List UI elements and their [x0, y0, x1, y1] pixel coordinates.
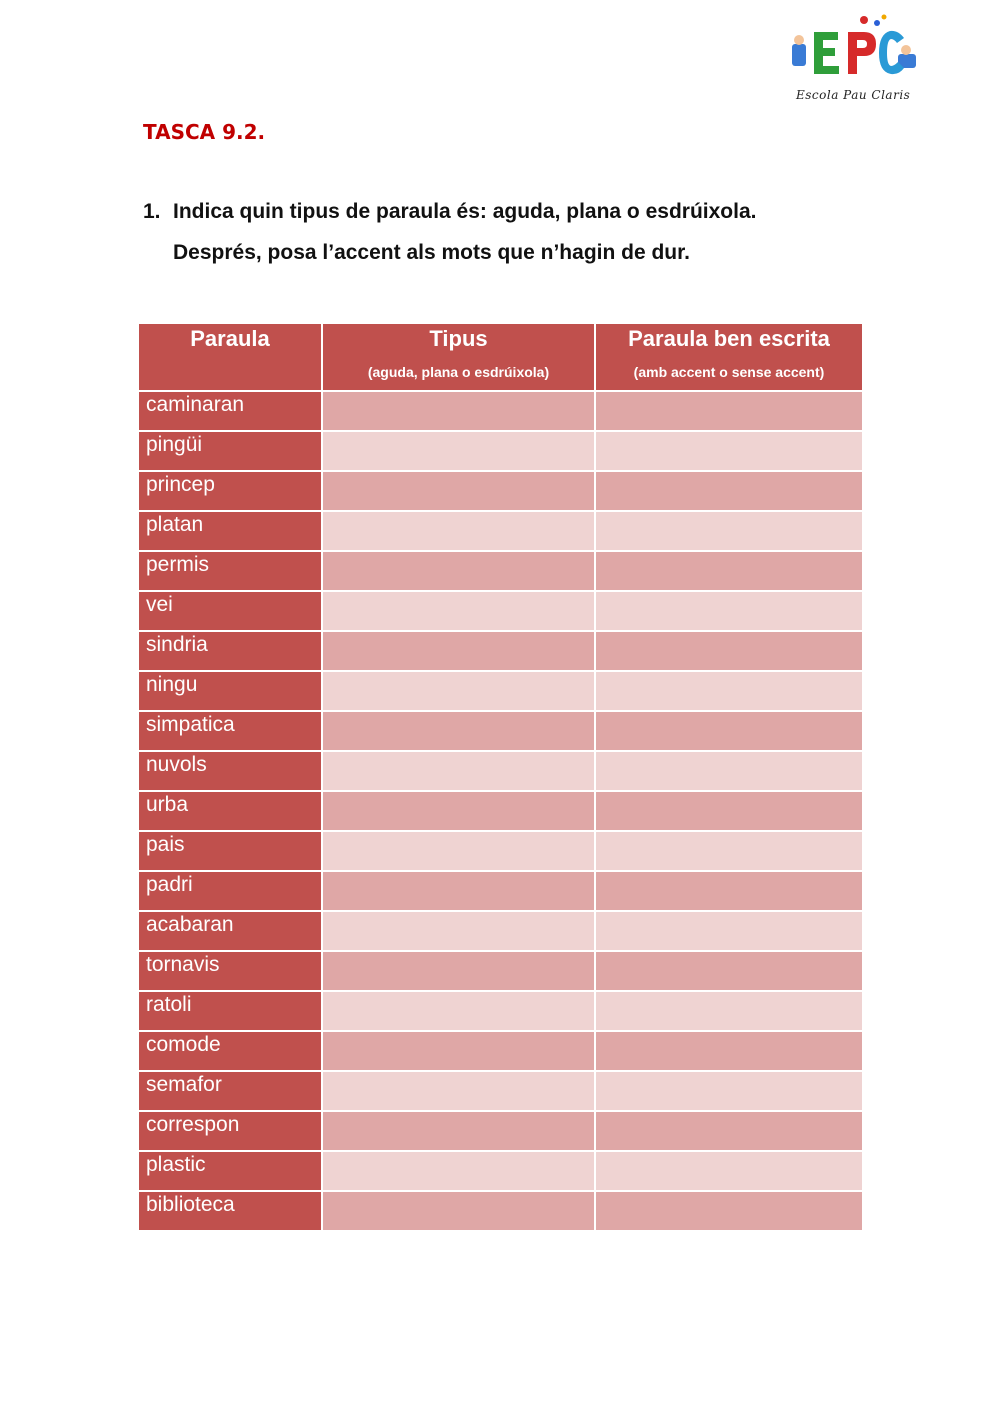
table-header-row — [138, 323, 863, 391]
header-tipus — [322, 323, 595, 391]
tipus-answer-cell[interactable] — [322, 1031, 595, 1071]
table-row — [138, 871, 863, 911]
word-cell: ningu — [138, 671, 322, 711]
instruction-line-2: Després, posa l’accent als mots que n’hagin de dur. — [173, 241, 690, 264]
header-tipus-note: (aguda, plana o esdrúixola) — [367, 364, 550, 380]
ben-escrita-answer-cell[interactable] — [595, 711, 863, 751]
header-tipus-label: Tipus — [429, 326, 488, 351]
ben-escrita-answer-cell[interactable] — [595, 671, 863, 711]
table-row — [138, 591, 863, 631]
ben-escrita-answer-cell[interactable] — [595, 391, 863, 431]
word-cell: ratoli — [138, 991, 322, 1031]
word-cell: semafor — [138, 1071, 322, 1111]
tipus-answer-cell[interactable] — [322, 631, 595, 671]
ben-escrita-answer-cell[interactable] — [595, 431, 863, 471]
tipus-answer-cell[interactable] — [322, 791, 595, 831]
table-row — [138, 1151, 863, 1191]
table-row — [138, 431, 863, 471]
tipus-answer-cell[interactable] — [322, 671, 595, 711]
table-row — [138, 391, 863, 431]
tipus-answer-cell[interactable] — [322, 1191, 595, 1231]
table-row — [138, 1071, 863, 1111]
table-row — [138, 671, 863, 711]
ben-escrita-answer-cell[interactable] — [595, 631, 863, 671]
word-table — [137, 322, 864, 1232]
tipus-answer-cell[interactable] — [322, 391, 595, 431]
word-cell: padri — [138, 871, 322, 911]
tipus-answer-cell[interactable] — [322, 511, 595, 551]
ben-escrita-answer-cell[interactable] — [595, 831, 863, 871]
ben-escrita-answer-cell[interactable] — [595, 791, 863, 831]
header-ben-escrita — [595, 323, 863, 391]
tipus-answer-cell[interactable] — [322, 591, 595, 631]
word-cell: permis — [138, 551, 322, 591]
table-row — [138, 471, 863, 511]
tipus-answer-cell[interactable] — [322, 1111, 595, 1151]
word-cell: comode — [138, 1031, 322, 1071]
word-cell: simpatica — [138, 711, 322, 751]
ben-escrita-answer-cell[interactable] — [595, 911, 863, 951]
word-cell: plastic — [138, 1151, 322, 1191]
word-cell: tornavis — [138, 951, 322, 991]
tipus-answer-cell[interactable] — [322, 831, 595, 871]
table-row — [138, 551, 863, 591]
tipus-answer-cell[interactable] — [322, 711, 595, 751]
table-row — [138, 751, 863, 791]
ben-escrita-answer-cell[interactable] — [595, 551, 863, 591]
table-row — [138, 1191, 863, 1231]
header-ben-escrita-note: (amb accent o sense accent) — [633, 364, 825, 380]
table-row — [138, 1111, 863, 1151]
tipus-answer-cell[interactable] — [322, 431, 595, 471]
ben-escrita-answer-cell[interactable] — [595, 1151, 863, 1191]
table-row — [138, 1031, 863, 1071]
epc-logo-graphic — [786, 14, 926, 86]
tipus-answer-cell[interactable] — [322, 471, 595, 511]
table-row — [138, 911, 863, 951]
word-cell: nuvols — [138, 751, 322, 791]
ben-escrita-answer-cell[interactable] — [595, 591, 863, 631]
tipus-answer-cell[interactable] — [322, 551, 595, 591]
word-cell: caminaran — [138, 391, 322, 431]
ben-escrita-answer-cell[interactable] — [595, 1031, 863, 1071]
word-cell: sindria — [138, 631, 322, 671]
ben-escrita-answer-cell[interactable] — [595, 991, 863, 1031]
tipus-answer-cell[interactable] — [322, 751, 595, 791]
ben-escrita-answer-cell[interactable] — [595, 871, 863, 911]
header-ben-escrita-label: Paraula ben escrita — [628, 326, 830, 351]
table-row — [138, 951, 863, 991]
instruction-line-1: Indica quin tipus de paraula és: aguda, plana o esdrúixola. — [173, 200, 757, 223]
tipus-answer-cell[interactable] — [322, 951, 595, 991]
word-cell: pais — [138, 831, 322, 871]
table-row — [138, 791, 863, 831]
header-paraula — [138, 323, 322, 391]
school-logo — [786, 14, 926, 106]
school-name: Escola Pau Claris — [796, 88, 911, 102]
tipus-answer-cell[interactable] — [322, 871, 595, 911]
word-cell: urba — [138, 791, 322, 831]
header-paraula-label: Paraula — [190, 326, 270, 351]
word-cell: platan — [138, 511, 322, 551]
word-cell: vei — [138, 591, 322, 631]
tipus-answer-cell[interactable] — [322, 911, 595, 951]
ben-escrita-answer-cell[interactable] — [595, 511, 863, 551]
table-row — [138, 831, 863, 871]
task-title: TASCA 9.2. — [143, 120, 266, 144]
tipus-answer-cell[interactable] — [322, 1151, 595, 1191]
tipus-answer-cell[interactable] — [322, 1071, 595, 1111]
word-cell: princep — [138, 471, 322, 511]
word-cell: biblioteca — [138, 1191, 322, 1231]
word-rows — [138, 391, 863, 1231]
tipus-answer-cell[interactable] — [322, 991, 595, 1031]
table-row — [138, 711, 863, 751]
word-cell: pingüi — [138, 431, 322, 471]
table-row — [138, 511, 863, 551]
word-cell: correspon — [138, 1111, 322, 1151]
ben-escrita-answer-cell[interactable] — [595, 471, 863, 511]
word-cell: acabaran — [138, 911, 322, 951]
ben-escrita-answer-cell[interactable] — [595, 1191, 863, 1231]
ben-escrita-answer-cell[interactable] — [595, 1071, 863, 1111]
instruction-number: 1. — [143, 200, 161, 223]
ben-escrita-answer-cell[interactable] — [595, 751, 863, 791]
table-row — [138, 631, 863, 671]
table-row — [138, 991, 863, 1031]
ben-escrita-answer-cell[interactable] — [595, 951, 863, 991]
ben-escrita-answer-cell[interactable] — [595, 1111, 863, 1151]
